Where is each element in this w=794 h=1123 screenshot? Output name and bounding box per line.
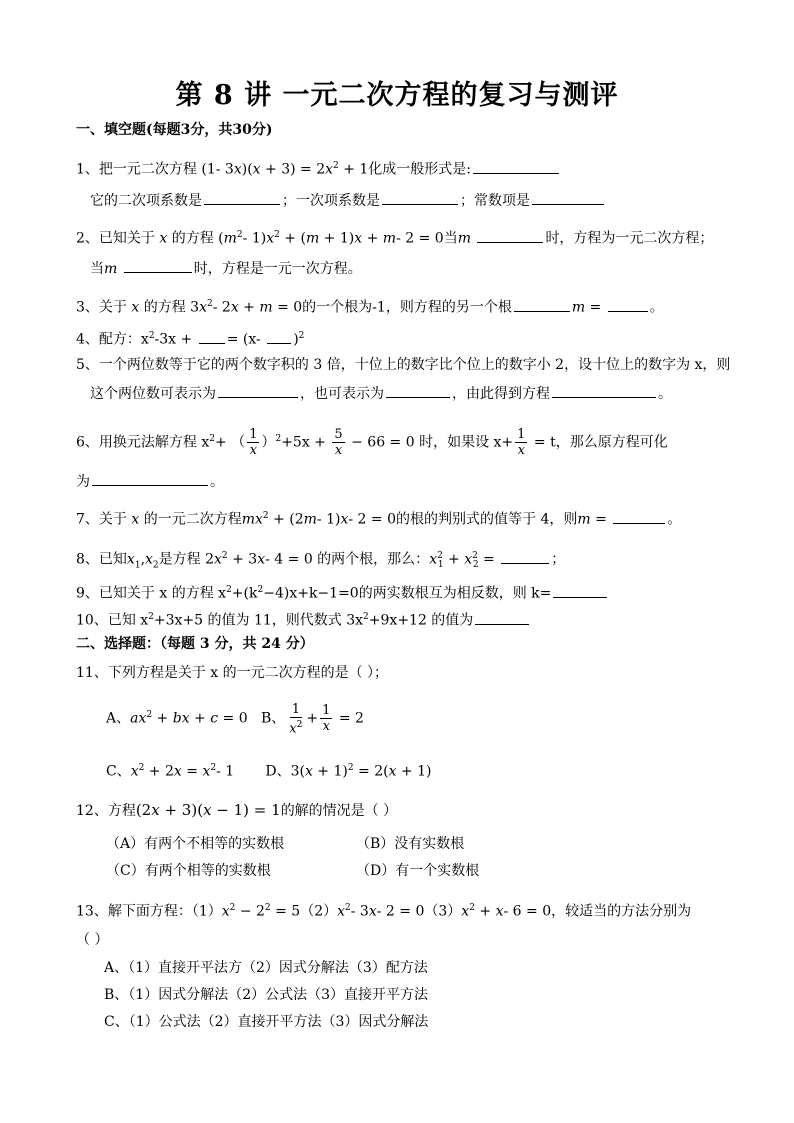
answer-blank[interactable] bbox=[386, 383, 450, 398]
answer-blank[interactable] bbox=[475, 610, 529, 625]
question-1: 1、把一元二次方程 (1- $3x)(x + 3) = 2x^2 + 1$化成一般形式是: bbox=[76, 156, 561, 180]
answer-blank[interactable] bbox=[608, 297, 648, 312]
question-6: 6、用换元法解方程 $x^2+$ （ $\frac{1}{x}$ ）$^2$+5x + $\frac{5}{x}$ − 66 = 0 时，如果设 x+ $\frac{1}{x}$ = t，那么原方程可化 bbox=[76, 427, 668, 459]
question-10: 10、已知 $x^2+3x+5$ 的值为 11，则代数式 $3x^2+9x+12$ 的值为 bbox=[76, 607, 531, 631]
answer-blank[interactable] bbox=[514, 297, 570, 312]
answer-blank[interactable] bbox=[553, 583, 607, 598]
answer-blank[interactable] bbox=[501, 549, 549, 564]
fraction-one-over-x-squared: $\frac{1}{x^2}$ bbox=[289, 701, 303, 736]
answer-blank[interactable] bbox=[218, 383, 298, 398]
answer-blank[interactable] bbox=[267, 329, 291, 344]
question-12-option-c: （C）有两个相等的实数根 bbox=[106, 863, 271, 879]
page-title: 第 8 讲 一元二次方程的复习与测评 bbox=[175, 80, 619, 111]
question-11-options-cd: C、$x^2 + 2x = x^2-$ 1 D、$3(x + 1)^2 = 2(x + 1)$ bbox=[106, 763, 432, 780]
answer-blank[interactable] bbox=[92, 471, 208, 486]
question-5: 5、一个两位数等于它的两个数字积的 3 倍，十位上的数字比个位上的数字小 2，设十位上的数字为 x，则 bbox=[76, 357, 731, 373]
question-13-option-c: C、（1）公式法（2）直接开平方法（3）因式分解法 bbox=[104, 1014, 429, 1030]
question-13-answer-bracket: （ ） bbox=[76, 932, 109, 948]
question-8: 8、已知$x_1,x_2$是方程 $2x^2 + 3x-$ 4 = 0 的两个根，那么：$x^2_1 + x^2_2$ = ； bbox=[76, 546, 565, 575]
answer-blank[interactable] bbox=[204, 190, 280, 205]
question-9: 9、已知关于 x 的方程 $x^2+(k^2-4)x+k-1=0$的两实数根互为相反数，则 k= bbox=[76, 580, 609, 604]
answer-blank[interactable] bbox=[124, 258, 192, 273]
question-2: 2、已知关于 x 的方程 ($m^2-$ $1)x^2 + (m + 1)x + m-$ 2 = 0当m 时，方程为一元二次方程； bbox=[76, 225, 713, 249]
question-12: 12、方程(2x + 3)(x − 1) = 1的解的情况是（ ） bbox=[76, 801, 398, 819]
question-12-option-d: （D）有一个实数根 bbox=[356, 863, 480, 879]
section-heading-fill-in: 一、填空题(每题3分，共30分) bbox=[76, 122, 273, 138]
question-2-second-line: 当m 时，方程是一元一次方程。 bbox=[90, 258, 362, 279]
question-1-coefficients: 它的二次项系数是 ；一次项系数是 ；常数项是 bbox=[90, 190, 606, 211]
answer-blank[interactable] bbox=[199, 329, 225, 344]
answer-blank[interactable] bbox=[532, 190, 604, 205]
section-heading-multiple-choice: 二、选择题：（每题 3 分，共 24 分） bbox=[76, 636, 314, 652]
fraction-five-over-x: $\frac{5}{x}$ bbox=[334, 427, 343, 459]
question-13: 13、解下面方程：$(1)x^2 - 2^2 = 5(2)x^2-$ 3x- $2 = 0(3)x^2 + x-$ 6 = 0，较适当的方法分别为 bbox=[76, 903, 692, 920]
fraction-one-over-x: $\frac{1}{x}$ bbox=[249, 427, 258, 459]
question-3: 3、关于 x 的方程 $3x^2-$ 2x + m = 0的一个根为-1，则方程的另一个根 m = 。 bbox=[76, 294, 664, 318]
question-5-second-line: 这个两位数可表示为 ，也可表示为 ，由此得到方程 。 bbox=[90, 383, 672, 404]
answer-blank[interactable] bbox=[552, 383, 656, 398]
answer-blank[interactable] bbox=[477, 228, 543, 243]
answer-blank[interactable] bbox=[473, 159, 559, 174]
question-11: 11、下列方程是关于 x 的一元二次方程的是（ ）； bbox=[76, 665, 389, 681]
question-11-options-ab: A、$ax^2$ + bx + c = 0 B、 $\frac{1}{x^2}$ + $\frac{1}{x}$ = 2 bbox=[106, 701, 364, 736]
answer-blank[interactable] bbox=[382, 190, 458, 205]
question-6-second-line: 为 。 bbox=[76, 471, 224, 492]
answer-blank[interactable] bbox=[613, 509, 665, 524]
question-13-option-b: B、（1）因式分解法（2）公式法（3）直接开平方法 bbox=[104, 987, 429, 1003]
fraction-one-over-x: $\frac{1}{x}$ bbox=[517, 427, 526, 459]
question-4: 4、配方：$x^2-3x$ + = (x- )$^2$ bbox=[76, 326, 304, 350]
question-12-option-a: （A）有两个不相等的实数根 bbox=[106, 836, 285, 852]
question-13-option-a: A、（1）直接开平法方（2）因式分解法（3）配方法 bbox=[104, 960, 428, 976]
question-7: 7、关于 x 的一元二次方程$mx^2 + (2m-$ 1)x- 2 = 0的根的判别式的值等于 4，则m = 。 bbox=[76, 506, 681, 530]
question-12-option-b: （B）没有实数根 bbox=[356, 836, 465, 852]
fraction-one-over-x: $\frac{1}{x}$ bbox=[322, 703, 331, 735]
